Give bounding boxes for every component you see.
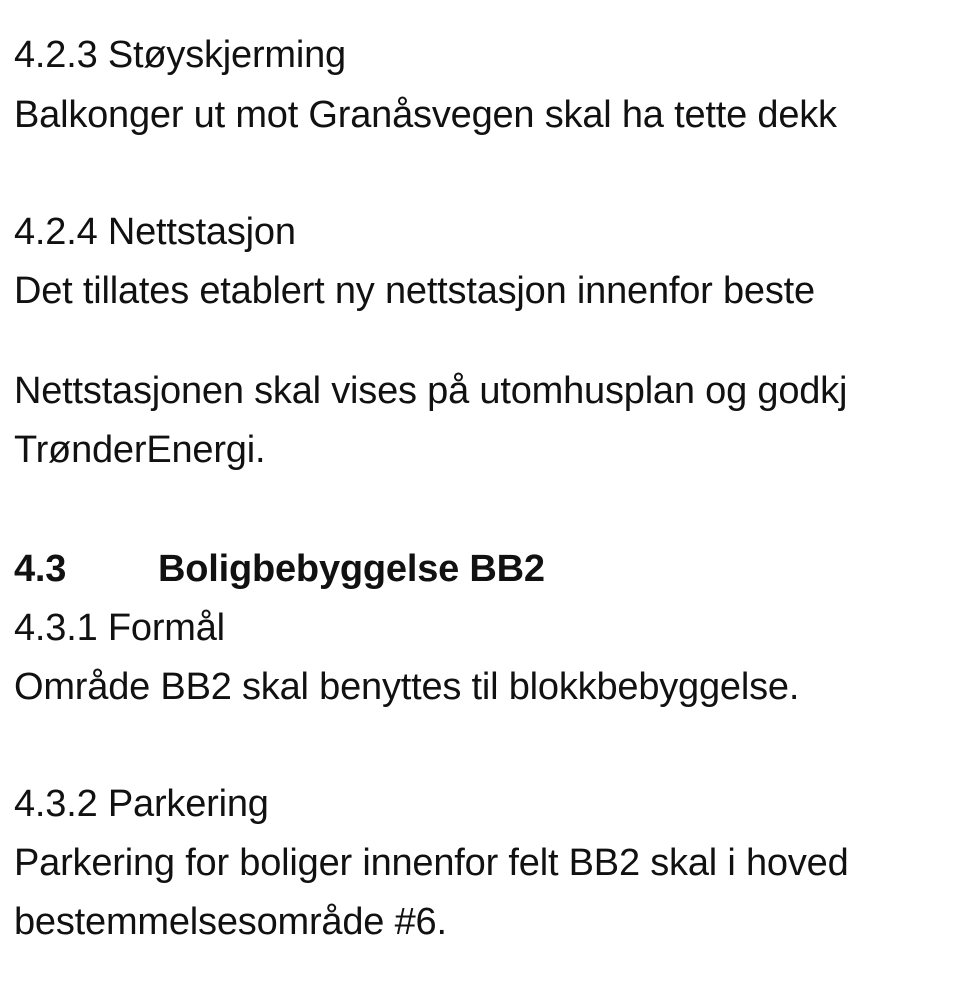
section-4-3-2-heading: 4.3.2 Parkering	[14, 783, 269, 825]
section-4-2-4-paragraph-2-line-1: Nettstasjonen skal vises på utomhusplan og godkj	[14, 370, 848, 412]
section-4-2-3-text: Balkonger ut mot Granåsvegen skal ha tette dekk	[14, 94, 837, 136]
section-4-2-4-text: Det tillates etablert ny nettstasjon innenfor beste	[14, 270, 815, 312]
section-4-3-heading	[14, 546, 545, 592]
section-4-3-2-text-line-2: bestemmelsesområde #6.	[14, 901, 447, 943]
section-4-3-1-heading: 4.3.1 Formål	[14, 607, 225, 649]
section-4-3-1-text: Område BB2 skal benyttes til blokkbebyggelse.	[14, 666, 800, 708]
section-4-3-2-text-line-1: Parkering for boliger innenfor felt BB2 skal i hoved	[14, 842, 849, 884]
section-4-3-number: 4.3	[14, 548, 67, 590]
section-4-3-title: Boligbebyggelse BB2	[158, 548, 545, 590]
section-4-2-4-heading: 4.2.4 Nettstasjon	[14, 211, 296, 253]
section-4-2-3-heading: 4.2.3 Støyskjerming	[14, 34, 346, 76]
section-4-2-4-paragraph-2-line-2: TrønderEnergi.	[14, 429, 266, 471]
